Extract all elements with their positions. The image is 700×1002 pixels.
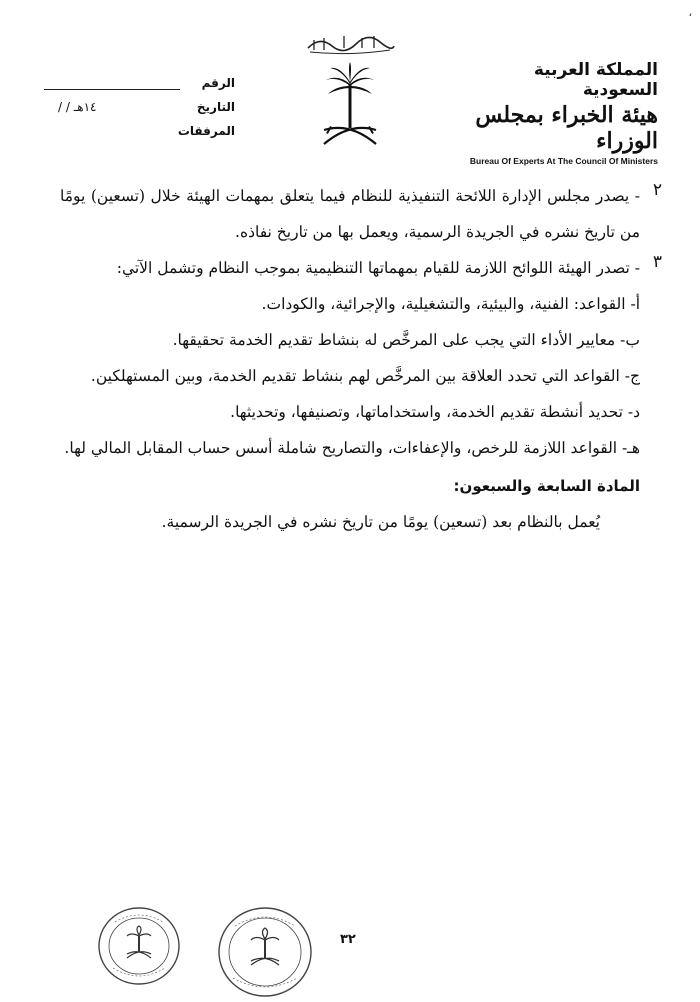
list-item-d: د- تحديد أنشطة تقديم الخدمة، واستخداماتها، وتصنيفها، وتحديثها. (230, 403, 640, 421)
list-item-a: أ- القواعد: الفنية، والبيئية، والتشغيلية، والإجرائية، والكودات. (261, 295, 640, 313)
list-item-e: هـ- القواعد اللازمة للرخص، والإعفاءات، والتصاريح شاملة أسس حساب المقابل المالي لها. (64, 439, 640, 457)
ref-line (44, 75, 180, 90)
palm-swords-emblem (320, 60, 380, 150)
paragraph-number: ٣ (652, 252, 662, 272)
date-row (40, 90, 235, 114)
list-item-b: ب- معايير الأداء التي يجب على المرخَّص له بنشاط تقديم الخدمة تحقيقها. (172, 331, 640, 349)
bureau-name-english: Bureau Of Experts At The Council Of Ministers (469, 156, 658, 166)
bureau-name-arabic: هيئة الخبراء بمجلس الوزراء (475, 102, 658, 154)
article-text: يُعمل بالنظام بعد (تسعين) يومًا من تاريخ نشره في الجريدة الرسمية. (161, 513, 600, 531)
list-item-c: ج- القواعد التي تحدد العلاقة بين المرخَّص لهم بنشاط تقديم الخدمة، وبين المستهلكين. (90, 367, 640, 385)
ref-row (40, 66, 235, 90)
official-seal-right (215, 902, 315, 1002)
page-number: ٣٢ (340, 932, 356, 947)
document-body (60, 178, 662, 540)
kingdom-name: المملكة العربية السعودية (533, 60, 658, 100)
date-label: التاريخ (196, 100, 235, 114)
paragraph-2 (60, 178, 662, 250)
paragraph-3 (60, 250, 662, 286)
attachments-row (40, 114, 235, 138)
paragraph-text: - تصدر الهيئة اللوائح اللازمة للقيام بمهماتها التنظيمية بموجب النظام وتشمل الآتي: (116, 259, 640, 277)
document-meta (40, 66, 235, 138)
basmala-calligraphy (300, 30, 400, 56)
attachments-label: المرفقات (177, 124, 235, 138)
organization-header (458, 60, 658, 166)
date-value: / / ١٤هـ (58, 100, 97, 114)
official-seal-left (95, 902, 183, 990)
ref-label: الرقم (201, 76, 235, 90)
article-title: المادة السابعة والسبعون: (453, 477, 640, 495)
corner-mark: ، (688, 6, 692, 19)
paragraph-text: - يصدر مجلس الإدارة اللائحة التنفيذية للنظام فيما يتعلق بمهمات الهيئة خلال (تسعين) يومًا من تاريخ نشره في الجريدة الرسمية، ويعمل بها من تاريخ نفاذه. (60, 187, 640, 241)
paragraph-number: ٢ (652, 180, 662, 200)
